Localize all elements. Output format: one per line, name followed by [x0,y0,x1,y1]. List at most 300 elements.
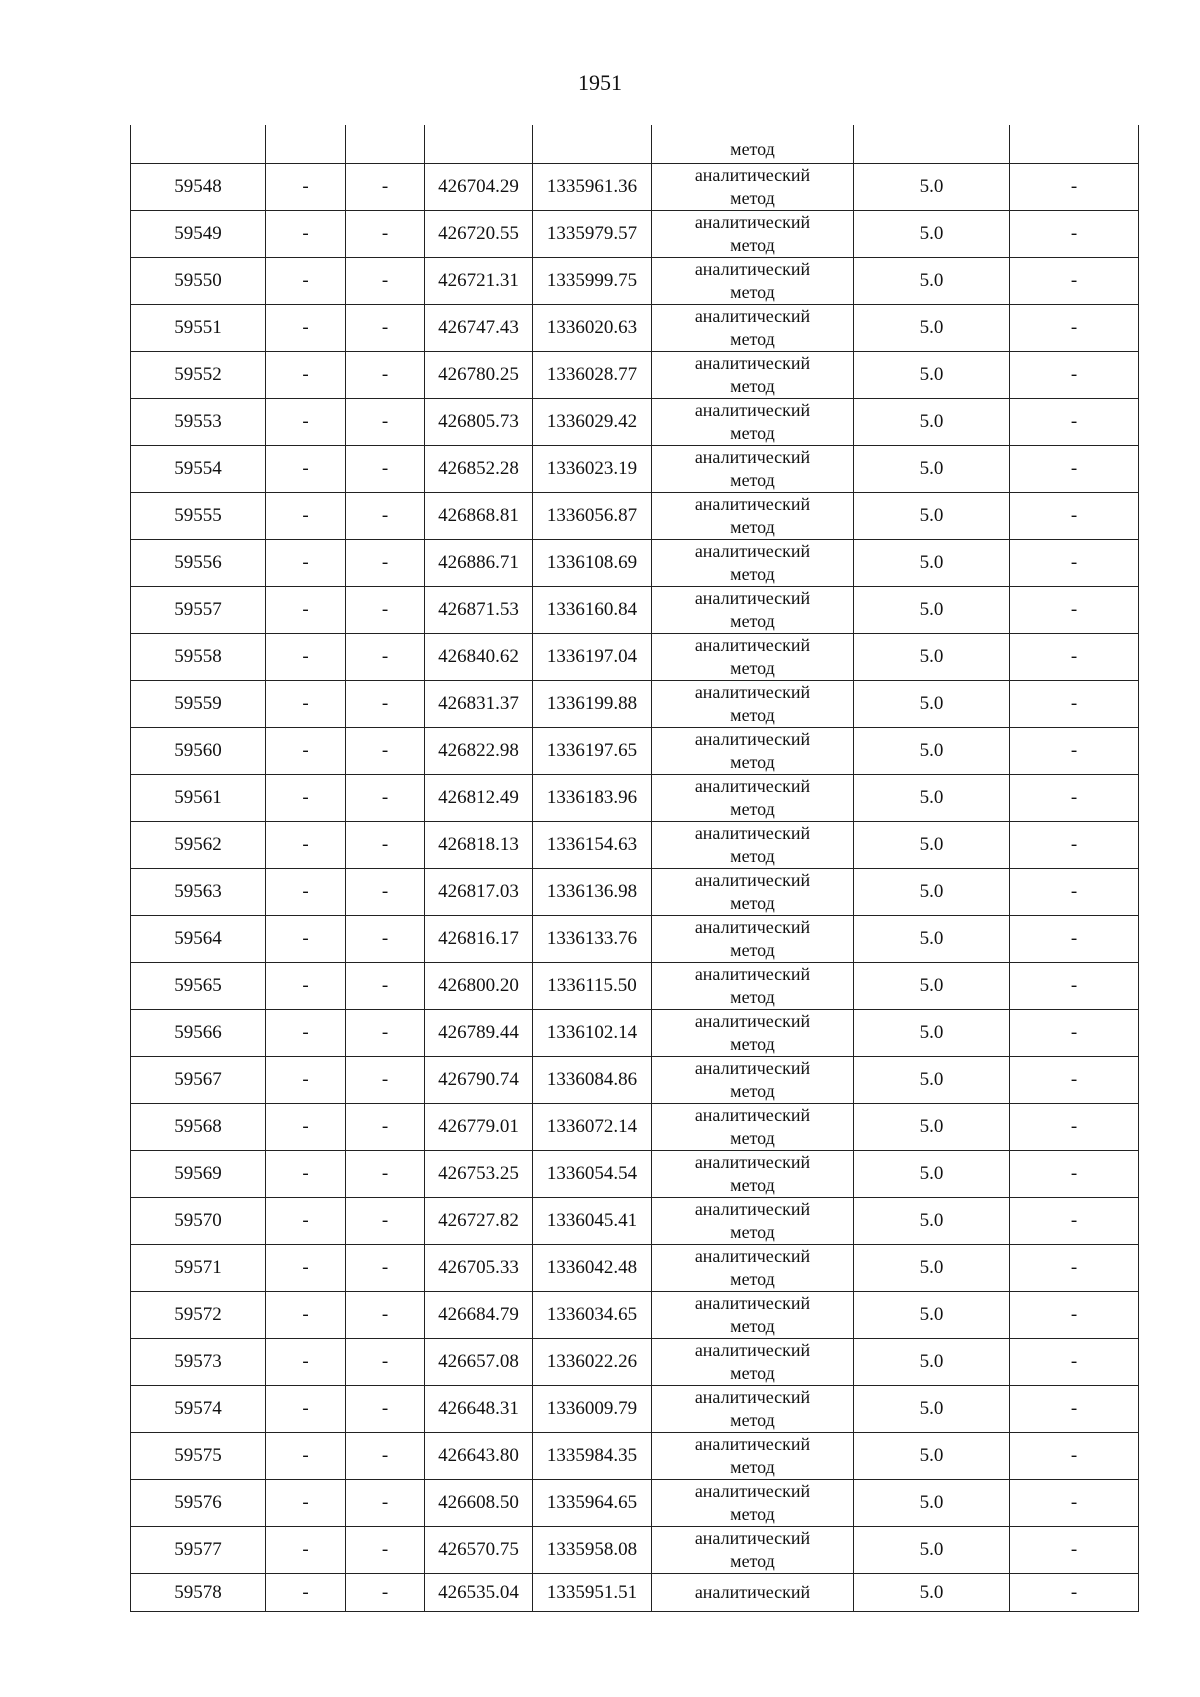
x-coordinate-cell: 426779.01 [425,1104,533,1151]
method-cell [652,1527,854,1574]
method-cell [652,634,854,681]
accuracy-cell: 5.0 [854,1480,1010,1527]
accuracy-cell: 5.0 [854,1198,1010,1245]
method-cell [652,681,854,728]
point-number-cell: 59562 [131,822,266,869]
table-row [131,681,1139,728]
accuracy-cell: 5.0 [854,1151,1010,1198]
dash-cell: - [266,493,346,540]
table-row [131,446,1139,493]
accuracy-cell: 5.0 [854,822,1010,869]
x-coordinate-cell: 426535.04 [425,1574,533,1612]
table-row [131,822,1139,869]
y-coordinate-cell: 1336136.98 [533,869,652,916]
method-text: аналитический [694,1340,811,1360]
method-cell [652,1433,854,1480]
method-cell [652,916,854,963]
dash-cell: - [346,1292,425,1339]
point-number-cell: 59549 [131,211,266,258]
accuracy-cell: 5.0 [854,1245,1010,1292]
dash-cell: - [346,1198,425,1245]
method-cell [652,352,854,399]
dash-cell: - [346,258,425,305]
dash-cell: - [266,1480,346,1527]
point-number-cell: 59578 [131,1574,266,1612]
method-text: метод [730,423,775,443]
point-number-cell: 59559 [131,681,266,728]
y-coordinate-cell: 1336023.19 [533,446,652,493]
method-text: метод [730,1363,775,1383]
accuracy-cell: 5.0 [854,1339,1010,1386]
method-text: метод [730,564,775,584]
x-coordinate-cell: 426747.43 [425,305,533,352]
method-text: аналитический [694,1058,811,1078]
dash-cell: - [1010,540,1139,587]
method-text: метод [730,139,775,159]
method-cell [652,963,854,1010]
method-text: метод [730,846,775,866]
method-text: аналитический [694,212,811,232]
method-text: аналитический [694,635,811,655]
accuracy-cell: 5.0 [854,1057,1010,1104]
method-cell [652,822,854,869]
accuracy-cell: 5.0 [854,211,1010,258]
point-number-cell: 59553 [131,399,266,446]
dash-cell: - [266,399,346,446]
dash-cell: - [266,728,346,775]
x-coordinate-cell: 426684.79 [425,1292,533,1339]
x-coordinate-cell: 426570.75 [425,1527,533,1574]
x-coordinate-cell: 426648.31 [425,1386,533,1433]
dash-cell: - [346,493,425,540]
point-number-cell: 59552 [131,352,266,399]
point-number-cell: 59569 [131,1151,266,1198]
dash-cell: - [266,916,346,963]
dash-cell: - [1010,1527,1139,1574]
accuracy-cell: 5.0 [854,1292,1010,1339]
dash-cell: - [346,822,425,869]
y-coordinate-cell: 1336042.48 [533,1245,652,1292]
dash-cell: - [266,869,346,916]
x-coordinate-cell: 426720.55 [425,211,533,258]
y-coordinate-cell: 1336199.88 [533,681,652,728]
dash-cell: - [266,775,346,822]
dash-cell: - [346,1574,425,1612]
x-coordinate-cell: 426831.37 [425,681,533,728]
method-text: аналитический [694,964,811,984]
dash-cell: - [1010,634,1139,681]
dash-cell: - [346,681,425,728]
x-coordinate-cell: 426886.71 [425,540,533,587]
x-coordinate-cell: 426805.73 [425,399,533,446]
y-coordinate-cell: 1335984.35 [533,1433,652,1480]
dash-cell: - [266,211,346,258]
method-text: метод [730,893,775,913]
y-coordinate-cell: 1336056.87 [533,493,652,540]
dash-cell: - [1010,1104,1139,1151]
method-cell [652,1104,854,1151]
table-row [131,493,1139,540]
dash-cell: - [346,211,425,258]
dash-cell: - [346,1057,425,1104]
y-coordinate-cell: 1336072.14 [533,1104,652,1151]
method-cell [652,728,854,775]
dash-cell: - [346,446,425,493]
table-row [131,1339,1139,1386]
method-text: метод [730,329,775,349]
dash-cell: - [1010,1480,1139,1527]
accuracy-cell: 5.0 [854,1010,1010,1057]
table-row [131,352,1139,399]
table-row [131,1433,1139,1480]
method-text: метод [730,376,775,396]
method-text: аналитический [694,823,811,843]
point-number-cell: 59571 [131,1245,266,1292]
dash-cell: - [1010,1292,1139,1339]
dash-cell: - [1010,1057,1139,1104]
point-number-cell: 59577 [131,1527,266,1574]
table-row [131,587,1139,634]
method-cell [652,587,854,634]
method-cell [652,1292,854,1339]
dash-cell: - [346,869,425,916]
point-number-cell: 59561 [131,775,266,822]
y-coordinate-cell: 1335979.57 [533,211,652,258]
dash-cell: - [1010,869,1139,916]
accuracy-cell: 5.0 [854,446,1010,493]
dash-cell: - [346,1010,425,1057]
method-text: метод [730,1034,775,1054]
y-coordinate-cell: 1335961.36 [533,164,652,211]
dash-cell: - [346,540,425,587]
method-cell [652,211,854,258]
method-text: метод [730,517,775,537]
x-coordinate-cell: 426817.03 [425,869,533,916]
point-number-cell: 59575 [131,1433,266,1480]
method-text: метод [730,752,775,772]
method-text: метод [730,1175,775,1195]
table-row [131,399,1139,446]
method-text: аналитический [694,588,811,608]
method-text: метод [730,1222,775,1242]
y-coordinate-cell: 1336197.65 [533,728,652,775]
point-number-cell: 59564 [131,916,266,963]
method-text: аналитический [694,1582,811,1602]
method-text: метод [730,799,775,819]
method-text: аналитический [694,1105,811,1125]
dash-cell: - [346,1339,425,1386]
dash-cell: - [1010,1010,1139,1057]
method-cell [652,1386,854,1433]
method-text: аналитический [694,1434,811,1454]
method-text: метод [730,658,775,678]
method-text: метод [730,1269,775,1289]
dash-cell: - [346,634,425,681]
method-cell [652,399,854,446]
table-row [131,869,1139,916]
x-coordinate-cell: 426840.62 [425,634,533,681]
x-coordinate-cell: 426643.80 [425,1433,533,1480]
y-coordinate-cell: 1336009.79 [533,1386,652,1433]
dash-cell: - [1010,1574,1139,1612]
y-coordinate-cell: 1336102.14 [533,1010,652,1057]
dash-cell: - [1010,587,1139,634]
table-row [131,1010,1139,1057]
method-text: аналитический [694,1481,811,1501]
y-coordinate-cell: 1336115.50 [533,963,652,1010]
point-number-cell: 59570 [131,1198,266,1245]
dash-cell: - [346,1245,425,1292]
x-coordinate-cell: 426721.31 [425,258,533,305]
y-coordinate-cell: 1336028.77 [533,352,652,399]
dash-cell: - [1010,1433,1139,1480]
accuracy-cell: 5.0 [854,258,1010,305]
y-coordinate-cell: 1336034.65 [533,1292,652,1339]
y-coordinate-cell: 1335958.08 [533,1527,652,1574]
dash-cell: - [266,587,346,634]
table-row [131,775,1139,822]
y-coordinate-cell: 1336133.76 [533,916,652,963]
accuracy-cell: 5.0 [854,916,1010,963]
dash-cell: - [1010,775,1139,822]
method-cell [652,258,854,305]
x-coordinate-cell: 426790.74 [425,1057,533,1104]
x-coordinate-cell: 426608.50 [425,1480,533,1527]
dash-cell: - [346,728,425,775]
method-text: метод [730,188,775,208]
dash-cell: - [266,446,346,493]
dash-cell: - [266,258,346,305]
method-text: аналитический [694,1011,811,1031]
dash-cell: - [346,1104,425,1151]
dash-cell: - [1010,1198,1139,1245]
x-coordinate-cell: 426822.98 [425,728,533,775]
accuracy-cell: 5.0 [854,1574,1010,1612]
table-row [131,963,1139,1010]
x-coordinate-cell: 426812.49 [425,775,533,822]
dash-cell: - [266,1386,346,1433]
x-coordinate-cell: 426704.29 [425,164,533,211]
method-text: аналитический [694,1528,811,1548]
method-text: метод [730,1128,775,1148]
method-text: аналитический [694,776,811,796]
method-text: аналитический [694,1152,811,1172]
dash-cell: - [1010,493,1139,540]
method-text: аналитический [694,729,811,749]
y-coordinate-cell: 1336084.86 [533,1057,652,1104]
dash-cell: - [266,963,346,1010]
point-number-cell: 59565 [131,963,266,1010]
method-cell [652,1198,854,1245]
dash-cell: - [346,164,425,211]
point-number-cell: 59572 [131,1292,266,1339]
method-text: аналитический [694,1387,811,1407]
table-row [131,1057,1139,1104]
dash-cell: - [346,1151,425,1198]
dash-cell: - [266,540,346,587]
method-text: метод [730,987,775,1007]
y-coordinate-cell: 1336029.42 [533,399,652,446]
accuracy-cell: 5.0 [854,540,1010,587]
dash-cell: - [346,1386,425,1433]
method-text: аналитический [694,165,811,185]
point-number-cell: 59568 [131,1104,266,1151]
dash-cell: - [266,1151,346,1198]
point-number-cell: 59550 [131,258,266,305]
dash-cell: - [266,352,346,399]
table-row [131,1104,1139,1151]
method-cell [652,1057,854,1104]
dash-cell: - [1010,1245,1139,1292]
method-text: аналитический [694,353,811,373]
method-text: метод [730,611,775,631]
method-text: аналитический [694,541,811,561]
accuracy-cell: 5.0 [854,634,1010,681]
point-number-cell: 59573 [131,1339,266,1386]
method-text: аналитический [694,917,811,937]
method-text: аналитический [694,1199,811,1219]
method-text: метод [730,282,775,302]
method-cell [652,1480,854,1527]
method-text: аналитический [694,306,811,326]
method-text: метод [730,470,775,490]
point-number-cell: 59566 [131,1010,266,1057]
dash-cell: - [346,305,425,352]
method-text: метод [730,1410,775,1430]
dash-cell: - [1010,963,1139,1010]
y-coordinate-cell: 1335951.51 [533,1574,652,1612]
dash-cell: - [1010,352,1139,399]
method-text: аналитический [694,870,811,890]
dash-cell: - [266,634,346,681]
y-coordinate-cell: 1335964.65 [533,1480,652,1527]
x-coordinate-cell: 426818.13 [425,822,533,869]
x-coordinate-cell: 426816.17 [425,916,533,963]
method-text: метод [730,1316,775,1336]
table-row [131,1245,1139,1292]
coordinates-table [130,125,1139,1612]
dash-cell: - [1010,164,1139,211]
x-coordinate-cell: 426780.25 [425,352,533,399]
y-coordinate-cell: 1336022.26 [533,1339,652,1386]
dash-cell: - [266,1527,346,1574]
method-text: аналитический [694,400,811,420]
y-coordinate-cell: 1335999.75 [533,258,652,305]
method-cell [652,1245,854,1292]
method-text: метод [730,1081,775,1101]
table-row [131,1292,1139,1339]
dash-cell: - [1010,822,1139,869]
dash-cell: - [266,1057,346,1104]
accuracy-cell: 5.0 [854,869,1010,916]
dash-cell: - [1010,1386,1139,1433]
accuracy-cell: 5.0 [854,164,1010,211]
point-number-cell: 59567 [131,1057,266,1104]
dash-cell: - [266,1292,346,1339]
y-coordinate-cell: 1336054.54 [533,1151,652,1198]
point-number-cell: 59558 [131,634,266,681]
table-row [131,211,1139,258]
table-row [131,1151,1139,1198]
method-text: аналитический [694,682,811,702]
y-coordinate-cell: 1336183.96 [533,775,652,822]
dash-cell: - [1010,916,1139,963]
y-coordinate-cell: 1336020.63 [533,305,652,352]
dash-cell: - [346,587,425,634]
table-row [131,1386,1139,1433]
continuation-row [131,125,1139,164]
table-row [131,540,1139,587]
table-row [131,916,1139,963]
method-text: аналитический [694,494,811,514]
dash-cell: - [266,1245,346,1292]
method-cell [652,305,854,352]
point-number-cell: 59560 [131,728,266,775]
accuracy-cell: 5.0 [854,1433,1010,1480]
method-cell [652,1339,854,1386]
method-cell [652,869,854,916]
point-number-cell: 59563 [131,869,266,916]
method-cell [652,125,854,164]
dash-cell: - [1010,399,1139,446]
x-coordinate-cell: 426705.33 [425,1245,533,1292]
table-row [131,1480,1139,1527]
dash-cell: - [346,352,425,399]
method-text: аналитический [694,1293,811,1313]
point-number-cell: 59548 [131,164,266,211]
y-coordinate-cell: 1336154.63 [533,822,652,869]
y-coordinate-cell: 1336160.84 [533,587,652,634]
dash-cell: - [266,1339,346,1386]
dash-cell: - [346,963,425,1010]
point-number-cell: 59554 [131,446,266,493]
dash-cell: - [1010,681,1139,728]
dash-cell: - [266,681,346,728]
method-text: метод [730,1504,775,1524]
method-cell [652,1574,854,1612]
point-number-cell: 59576 [131,1480,266,1527]
accuracy-cell: 5.0 [854,587,1010,634]
method-text: аналитический [694,259,811,279]
table-row [131,634,1139,681]
method-text: аналитический [694,447,811,467]
x-coordinate-cell: 426871.53 [425,587,533,634]
y-coordinate-cell: 1336197.04 [533,634,652,681]
y-coordinate-cell: 1336108.69 [533,540,652,587]
method-cell [652,1151,854,1198]
accuracy-cell: 5.0 [854,352,1010,399]
point-number-cell: 59555 [131,493,266,540]
dash-cell: - [346,1527,425,1574]
method-text: аналитический [694,1246,811,1266]
method-cell [652,1010,854,1057]
dash-cell: - [1010,1151,1139,1198]
dash-cell: - [266,305,346,352]
method-cell [652,775,854,822]
method-text: метод [730,1457,775,1477]
dash-cell: - [346,1480,425,1527]
page-number: 1951 [578,70,622,95]
method-text: метод [730,705,775,725]
point-number-cell: 59556 [131,540,266,587]
x-coordinate-cell: 426789.44 [425,1010,533,1057]
dash-cell: - [266,1433,346,1480]
dash-cell: - [346,916,425,963]
x-coordinate-cell: 426657.08 [425,1339,533,1386]
table-row [131,728,1139,775]
accuracy-cell: 5.0 [854,681,1010,728]
dash-cell: - [266,822,346,869]
